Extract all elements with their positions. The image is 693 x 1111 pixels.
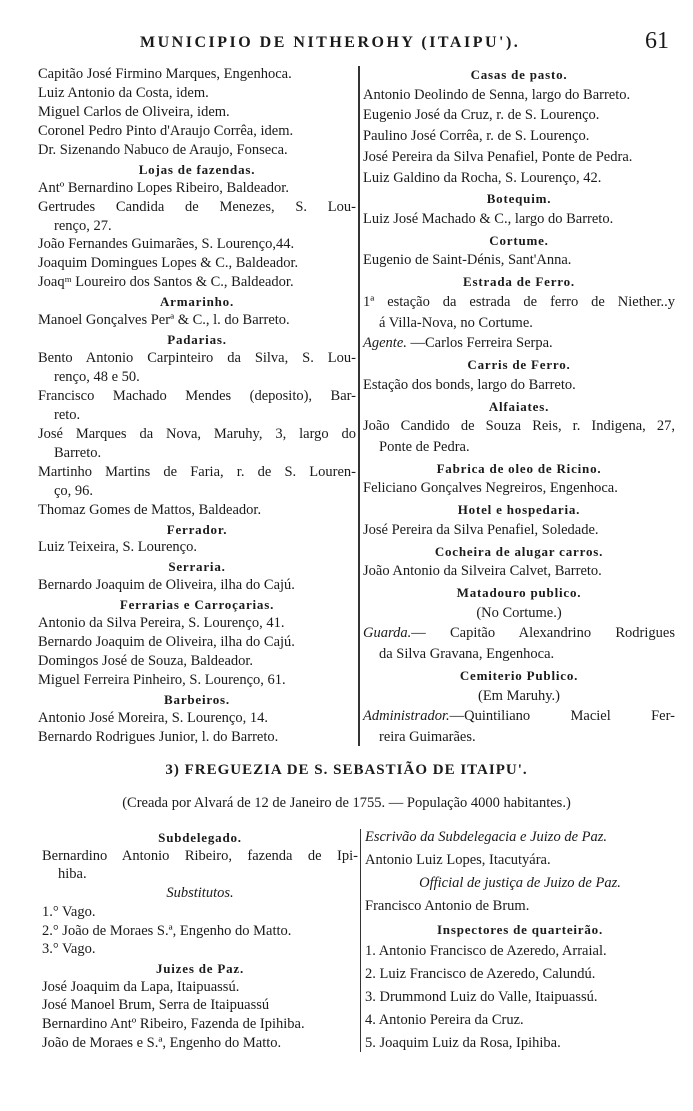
entry-line: Luiz Teixeira, S. Lourenço. <box>38 539 197 556</box>
entry-line: José Manoel Brum, Serra de Itaipuassú <box>42 997 270 1014</box>
entry-line: Eugenio José da Cruz, r. de S. Lourenço. <box>363 107 600 124</box>
entry-line: hiba. <box>58 866 87 883</box>
entry-line: Antonio José Moreira, S. Lourenço, 14. <box>38 709 268 726</box>
entry-line: 3. Drummond Luiz do Valle, Itaipuassú. <box>365 989 598 1006</box>
entry-line: 2.° João de Moraes S.ª, Engenho do Matto. <box>42 922 292 939</box>
section-heading: Casas de pasto. <box>470 67 568 82</box>
section-heading: Ferrador. <box>166 521 228 537</box>
entry-text: —Carlos Ferreira Serpa. <box>406 335 553 352</box>
entry-line: Antonio Deolindo de Senna, largo do Barreto. <box>363 86 631 103</box>
entry-line: Bernardino Antonio Ribeiro, fazenda de Ipi- <box>42 847 358 864</box>
entry-line: Capitão José Firmino Marques, Engenhoca. <box>38 66 292 82</box>
section-heading: Cocheira de alugar carros. <box>434 543 604 559</box>
page-number: 61 <box>645 28 669 54</box>
entry-line: Luiz Galdino da Rocha, S. Lourenço, 42. <box>363 169 602 186</box>
right-column <box>358 66 675 746</box>
location-note: (No Cortume.) <box>476 604 562 621</box>
section-heading: Cortume. <box>489 232 549 248</box>
section-heading: Official de justiça de Juizo de Paz. <box>419 874 621 891</box>
entry-line: Bernardino Antº Ribeiro, Fazenda de Ipihiba. <box>42 1016 305 1033</box>
section-heading: Juizes de Paz. <box>155 961 245 977</box>
section-heading: Ferrarias e Carroçarias. <box>119 597 275 613</box>
entry-line: Manoel Gonçalves Perª & C., l. do Barreto. <box>38 312 290 329</box>
entry-line: Luiz José Machado & C., largo do Barreto. <box>363 211 614 228</box>
entry-line: Dr. Sizenando Nabuco de Araujo, Fonseca. <box>38 141 288 158</box>
entry-line: Coronel Pedro Pinto d'Araujo Corrêa, idem. <box>38 122 294 139</box>
entry-line: Luiz Antonio da Costa, idem. <box>38 84 209 101</box>
entry-line: 1.° Vago. <box>42 903 96 920</box>
entry-line: ço, 96. <box>54 482 94 499</box>
section-heading: Barbeiros. <box>164 691 230 707</box>
entry-line: Joaqᵐ Loureiro dos Santos & C., Baldeador. <box>38 274 294 291</box>
entry-line: reto. <box>54 406 81 423</box>
running-header: MUNICIPIO DE NITHEROHY (ITAIPU'). <box>140 34 521 51</box>
entry-line: José Marques da Nova, Maruhy, 3, largo do <box>38 425 356 442</box>
section-heading: Alfaiates. <box>488 398 550 414</box>
entry-line: Francisco Antonio de Brum. <box>365 897 530 914</box>
section-heading: Matadouro publico. <box>456 584 582 600</box>
entry-line: Bernardo Joaquim de Oliveira, ilha do Cajú. <box>38 577 295 594</box>
entry-line: Bernardo Rodrigues Junior, l. do Barreto. <box>38 728 279 745</box>
entry-line: Antonio da Silva Pereira, S. Lourenço, 41. <box>38 615 285 632</box>
entry-line: Thomaz Gomes de Mattos, Baldeador. <box>38 501 262 518</box>
entry-line: renço, 48 e 50. <box>54 369 140 385</box>
entry-role-label: Guarda. <box>363 625 412 642</box>
section-title: 3) FREGUEZIA DE S. SEBASTIÃO DE ITAIPU'. <box>165 762 528 778</box>
section-heading: Substitutos. <box>166 885 234 902</box>
entry-line <box>363 335 675 352</box>
entry-line: João Candido de Souza Reis, r. Indigena, 27, <box>363 418 675 435</box>
entry-line: Miguel Ferreira Pinheiro, S. Lourenço, 61. <box>38 672 286 688</box>
entry-line: Miguel Carlos de Oliveira, idem. <box>38 103 230 120</box>
location-note: (Em Maruhy.) <box>477 687 560 704</box>
section-heading: Padarias. <box>167 332 227 348</box>
section-heading: Carris de Ferro. <box>467 357 571 373</box>
section-heading: Hotel e hospedaria. <box>457 502 581 518</box>
entry-line: José Pereira da Silva Penafiel, Ponte de Pedra. <box>363 148 633 165</box>
section-heading: Subdelegado. <box>158 830 242 845</box>
section-heading: Fabrica de oleo de Ricino. <box>436 460 602 476</box>
entry-line: 2. Luiz Francisco de Azeredo, Calundú. <box>365 966 596 983</box>
entry-text: — Capitão Alexandrino Rodrigues <box>411 625 675 642</box>
section-heading: Lojas de fazendas. <box>138 161 256 177</box>
entry-line: Bernardo Joaquim de Oliveira, ilha do Cajú. <box>38 634 295 651</box>
section-heading: Cemiterio Publico. <box>459 667 579 683</box>
section-heading: Escrivão da Subdelegacia e Juizo de Paz. <box>365 829 608 845</box>
entry-line: José Pereira da Silva Penafiel, Soledade. <box>363 521 599 538</box>
entry-line: 3.° Vago. <box>42 941 96 958</box>
entry-line <box>363 708 675 725</box>
entry-text: —Quintiliano Maciel Fer- <box>449 708 675 725</box>
entry-line: Feliciano Gonçalves Negreiros, Engenhoca. <box>363 480 618 497</box>
entry-line: 4. Antonio Pereira da Cruz. <box>365 1012 524 1028</box>
section-right-column <box>360 829 675 1052</box>
left-column <box>38 66 356 746</box>
entry-line: Joaquim Domingues Lopes & C., Baldeador. <box>38 255 299 272</box>
entry-line: 1ª estação da estrada de ferro de Niether..y <box>363 293 675 310</box>
entry-line: Martinho Martins de Faria, r. de S. Louren- <box>38 463 356 480</box>
entry-line: José Joaquim da Lapa, Itaipuassú. <box>42 978 240 995</box>
entry-role-label: Agente. <box>363 335 407 352</box>
entry-line: João de Moraes e S.ª, Engenho do Matto. <box>42 1034 282 1051</box>
section-heading: Inspectores de quarteirão. <box>436 921 604 937</box>
entry-line: Bento Antonio Carpinteiro da Silva, S. Lou- <box>38 350 356 367</box>
entry-line: Antonio Luiz Lopes, Itacutyára. <box>365 851 551 868</box>
section-left-column <box>42 829 358 1052</box>
section-heading: Botequim. <box>486 191 552 207</box>
entry-line: Antº Bernardino Lopes Ribeiro, Baldeador. <box>38 179 289 196</box>
entry-line: João Fernandes Guimarães, S. Lourenço,44. <box>38 236 295 253</box>
entry-line: 1. Antonio Francisco de Azeredo, Arraial. <box>365 943 607 960</box>
entry-line: 5. Joaquim Luiz da Rosa, Ipihiba. <box>365 1034 561 1051</box>
entry-line: Domingos José de Souza, Baldeador. <box>38 653 254 670</box>
entry-line: renço, 27. <box>54 217 112 234</box>
entry-line: Barreto. <box>54 444 102 461</box>
entry-line: reira Guimarães. <box>379 729 476 745</box>
entry-line: da Silva Gravana, Engenhoca. <box>379 646 555 663</box>
entry-line <box>363 625 675 642</box>
entry-line: Francisco Machado Mendes (deposito), Bar- <box>38 387 356 404</box>
section-heading: Armarinho. <box>159 294 235 310</box>
entry-line: Paulino José Corrêa, r. de S. Lourenço. <box>363 128 590 145</box>
entry-line: Estação dos bonds, largo do Barreto. <box>363 376 576 393</box>
entry-line: Eugenio de Saint-Dénis, Sant'Anna. <box>363 252 572 269</box>
entry-line: Ponte de Pedra. <box>379 438 470 455</box>
entry-line: Gertrudes Candida de Menezes, S. Lou- <box>38 198 356 215</box>
entry-line: João Antonio da Silveira Calvet, Barreto. <box>363 563 602 580</box>
entry-line: á Villa-Nova, no Cortume. <box>379 314 533 331</box>
entry-role-label: Administrador. <box>363 708 450 725</box>
section-heading: Estrada de Ferro. <box>463 274 575 290</box>
section-heading: Serraria. <box>168 559 226 575</box>
section-subtitle: (Creada por Alvará de 12 de Janeiro de 1755. — População 4000 habitantes.) <box>122 795 571 811</box>
